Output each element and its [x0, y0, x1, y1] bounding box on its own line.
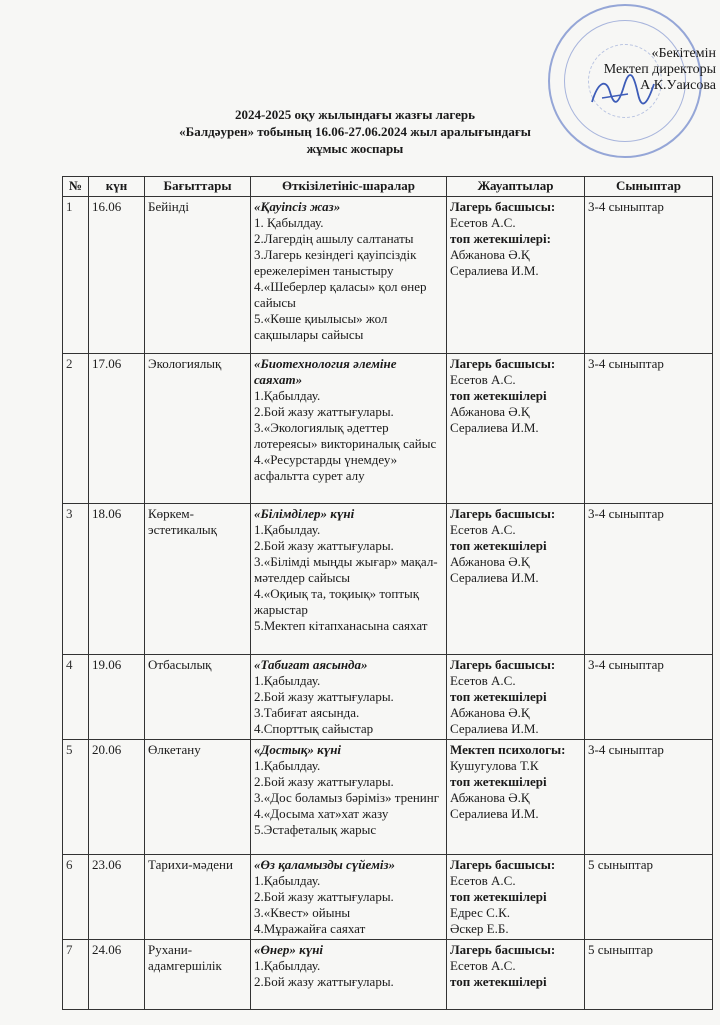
responsible-role: топ жетекшілері	[450, 388, 547, 403]
activity-item: 4.Спорттық сайыстар	[254, 721, 374, 736]
table-header-row	[63, 177, 713, 197]
responsible-person: Есетов А.С.	[450, 873, 516, 888]
responsible-role: топ жетекшілері	[450, 689, 547, 704]
activity-title: «Қауіпсіз жаз»	[254, 199, 341, 214]
header-classes: Сыныптар	[585, 177, 713, 197]
responsible-role: топ жетекшілері	[450, 538, 547, 553]
responsible-person: Сералиева И.М.	[450, 570, 539, 585]
activity-item: 1. Қабылдау.	[254, 215, 324, 230]
approval-line-2: Мектеп директоры	[603, 62, 716, 77]
row-day: 23.06	[89, 855, 145, 940]
row-direction: Тарихи-мәдени	[145, 855, 251, 940]
row-direction: Экологиялық	[145, 354, 251, 504]
header-activities: Өткізілетініс-шаралар	[251, 177, 447, 197]
activity-item: 2.Бой жазу жаттығулары.	[254, 689, 394, 704]
row-day: 17.06	[89, 354, 145, 504]
activity-item: 2.Лагердің ашылу салтанаты	[254, 231, 414, 246]
row-day: 20.06	[89, 740, 145, 855]
responsible-person: Сералиева И.М.	[450, 721, 539, 736]
activity-item: 4.«Шеберлер қаласы» қол өнер сайысы	[254, 279, 427, 310]
row-responsible	[447, 855, 585, 940]
row-responsible	[447, 354, 585, 504]
table-row	[63, 354, 713, 504]
work-plan-table	[62, 176, 713, 1010]
activity-item: 4.Мұражайға саяхат	[254, 921, 366, 936]
header-number: №	[63, 177, 89, 197]
row-number: 2	[63, 354, 89, 504]
activity-item: 5.Эстафеталық жарыс	[254, 822, 377, 837]
responsible-person: Есетов А.С.	[450, 215, 516, 230]
director-signature	[588, 72, 658, 112]
activity-item: 3.«Квест» ойыны	[254, 905, 351, 920]
responsible-role: Мектеп психологы:	[450, 742, 566, 757]
activity-item: 1.Қабылдау.	[254, 958, 321, 973]
table-row	[63, 655, 713, 740]
activity-item: 3.Табиғат аясында.	[254, 705, 360, 720]
activity-item: 4.«Оқиық та, тоқиық» топтық жарыстар	[254, 586, 420, 617]
title-line-2: «Балдәурен» тобының 16.06-27.06.2024 жыл аралығындағы	[179, 124, 531, 139]
responsible-person: Абжанова Ә.Қ	[450, 404, 530, 419]
responsible-person: Абжанова Ә.Қ	[450, 705, 530, 720]
responsible-role: Лагерь басшысы:	[450, 657, 556, 672]
title-line-3: жұмыс жоспары	[306, 141, 404, 156]
row-classes: 3-4 сыныптар	[585, 197, 713, 354]
activity-item: 5.Мектеп кітапханасына саяхат	[254, 618, 428, 633]
responsible-role: топ жетекшілері	[450, 774, 547, 789]
row-responsible	[447, 655, 585, 740]
row-day: 18.06	[89, 504, 145, 655]
row-activities	[251, 354, 447, 504]
activity-item: 3.«Білімді мыңды жығар» мақал-мәтелдер сайысы	[254, 554, 438, 585]
responsible-role: Лагерь басшысы:	[450, 199, 556, 214]
row-activities	[251, 504, 447, 655]
row-day: 19.06	[89, 655, 145, 740]
row-classes: 3-4 сыныптар	[585, 655, 713, 740]
row-direction: Бейінді	[145, 197, 251, 354]
activity-item: 2.Бой жазу жаттығулары.	[254, 538, 394, 553]
activity-item: 3.Лагерь кезіндегі қауіпсіздік ережелерімен таныстыру	[254, 247, 417, 278]
responsible-person: Есетов А.С.	[450, 372, 516, 387]
approval-line-1: «Бекітемін	[651, 46, 716, 61]
responsible-person: Сералиева И.М.	[450, 806, 539, 821]
activity-item: 2.Бой жазу жаттығулары.	[254, 404, 394, 419]
table-row	[63, 855, 713, 940]
row-direction: Көркем-эстетикалық	[145, 504, 251, 655]
activity-item: 5.«Көше қиылысы» жол сақшылары сайысы	[254, 311, 388, 342]
responsible-person: Әскер Е.Б.	[450, 921, 509, 936]
activity-item: 1.Қабылдау.	[254, 522, 321, 537]
row-number: 5	[63, 740, 89, 855]
responsible-role: Лагерь басшысы:	[450, 857, 556, 872]
table-row	[63, 504, 713, 655]
header-responsible: Жауаптылар	[447, 177, 585, 197]
row-classes: 3-4 сыныптар	[585, 740, 713, 855]
row-classes: 3-4 сыныптар	[585, 354, 713, 504]
approval-line-3: А.К.Уаисова	[640, 78, 716, 93]
row-direction: Өлкетану	[145, 740, 251, 855]
activity-item: 1.Қабылдау.	[254, 873, 321, 888]
activity-title: «Достық» күні	[254, 742, 342, 757]
responsible-person: Есетов А.С.	[450, 958, 516, 973]
row-day: 16.06	[89, 197, 145, 354]
activity-item: 3.«Дос боламыз бәріміз» тренинг	[254, 790, 440, 805]
title-line-1: 2024-2025 оқу жылындағы жазғы лагерь	[234, 107, 476, 122]
row-number: 1	[63, 197, 89, 354]
row-activities	[251, 855, 447, 940]
row-activities	[251, 655, 447, 740]
header-day: күн	[89, 177, 145, 197]
activity-title: «Өз қаламызды сүйеміз»	[254, 857, 396, 872]
row-responsible	[447, 504, 585, 655]
row-direction: Отбасылық	[145, 655, 251, 740]
activity-item: 4.«Досыма хат»хат жазу	[254, 806, 389, 821]
row-responsible	[447, 197, 585, 354]
activity-title: «Биотехнология әлеміне саяхат»	[254, 356, 397, 387]
row-classes: 5 сыныптар	[585, 855, 713, 940]
responsible-person: Кушугулова Т.К	[450, 758, 539, 773]
row-number: 3	[63, 504, 89, 655]
activity-title: «Өнер» күні	[254, 942, 324, 957]
responsible-person: Абжанова Ә.Қ	[450, 554, 530, 569]
activity-item: 3.«Экологиялық әдеттер лотереясы» викториналық сайыс	[254, 420, 437, 451]
responsible-person: Сералиева И.М.	[450, 263, 539, 278]
responsible-role: Лагерь басшысы:	[450, 356, 556, 371]
row-activities	[251, 197, 447, 354]
activity-item: 4.«Ресурстарды үнемдеу» асфальтта сурет алу	[254, 452, 398, 483]
activity-item: 1.Қабылдау.	[254, 673, 321, 688]
activity-item: 2.Бой жазу жаттығулары.	[254, 774, 394, 789]
responsible-role: Лагерь басшысы:	[450, 506, 556, 521]
activity-item: 2.Бой жазу жаттығулары.	[254, 974, 394, 989]
header-direction: Бағыттары	[145, 177, 251, 197]
row-classes: 5 сыныптар	[585, 940, 713, 1010]
row-number: 4	[63, 655, 89, 740]
row-classes: 3-4 сыныптар	[585, 504, 713, 655]
row-day: 24.06	[89, 940, 145, 1010]
activity-item: 1.Қабылдау.	[254, 388, 321, 403]
row-activities	[251, 940, 447, 1010]
responsible-role: топ жетекшілері	[450, 889, 547, 904]
row-responsible	[447, 940, 585, 1010]
activity-item: 1.Қабылдау.	[254, 758, 321, 773]
table-row	[63, 940, 713, 1010]
responsible-person: Едрес С.К.	[450, 905, 511, 920]
table-row	[63, 197, 713, 354]
activity-item: 2.Бой жазу жаттығулары.	[254, 889, 394, 904]
responsible-role: Лагерь басшысы:	[450, 942, 556, 957]
row-direction: Рухани-адамгершілік	[145, 940, 251, 1010]
activity-title: «Табиғат аясында»	[254, 657, 368, 672]
row-responsible	[447, 740, 585, 855]
row-activities	[251, 740, 447, 855]
row-number: 7	[63, 940, 89, 1010]
responsible-person: Есетов А.С.	[450, 673, 516, 688]
table-body	[63, 197, 713, 1010]
document-title	[160, 106, 550, 157]
responsible-person: Сералиева И.М.	[450, 420, 539, 435]
table-row	[63, 740, 713, 855]
responsible-person: Абжанова Ә.Қ	[450, 790, 530, 805]
responsible-role: топ жетекшілері	[450, 974, 547, 989]
activity-title: «Білімділер» күні	[254, 506, 355, 521]
row-number: 6	[63, 855, 89, 940]
responsible-person: Есетов А.С.	[450, 522, 516, 537]
responsible-person: Абжанова Ә.Қ	[450, 247, 530, 262]
responsible-role: топ жетекшілері:	[450, 231, 551, 246]
